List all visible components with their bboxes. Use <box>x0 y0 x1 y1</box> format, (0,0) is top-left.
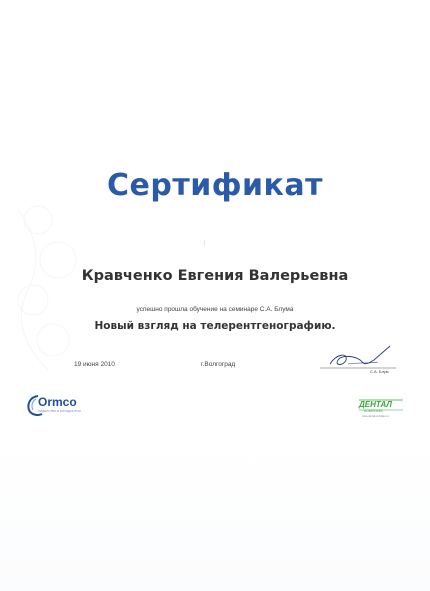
ormco-logo-text: Ormco <box>38 395 77 409</box>
seminar-title: Новый взгляд на телерентгенографию. <box>94 320 336 332</box>
completion-statement: успешно прошла обучение на семинаре С.А. Блума <box>136 306 294 313</box>
signer-name: С.А. Блум <box>370 369 389 374</box>
page-bottom <box>0 440 430 591</box>
dental-tagline: КОМПЛЕКС <box>364 409 384 413</box>
watermark-pattern <box>8 190 88 390</box>
signature-icon <box>318 342 398 372</box>
certificate-title: Сертификат <box>106 168 324 203</box>
certificate-date: 19 июня 2010 <box>74 361 115 368</box>
divider-mark <box>204 240 205 246</box>
recipient-name: Кравченко Евгения Валерьевна <box>81 268 349 284</box>
certificate-city: г.Волгоград <box>201 361 236 368</box>
dental-logo-text: ДЕНТАЛ <box>359 400 392 409</box>
dental-url: www.dental-complex.ru <box>362 415 389 418</box>
ormco-tagline: ЛИДЕРСТВО В ОРТОДОНТИИ <box>38 409 81 413</box>
